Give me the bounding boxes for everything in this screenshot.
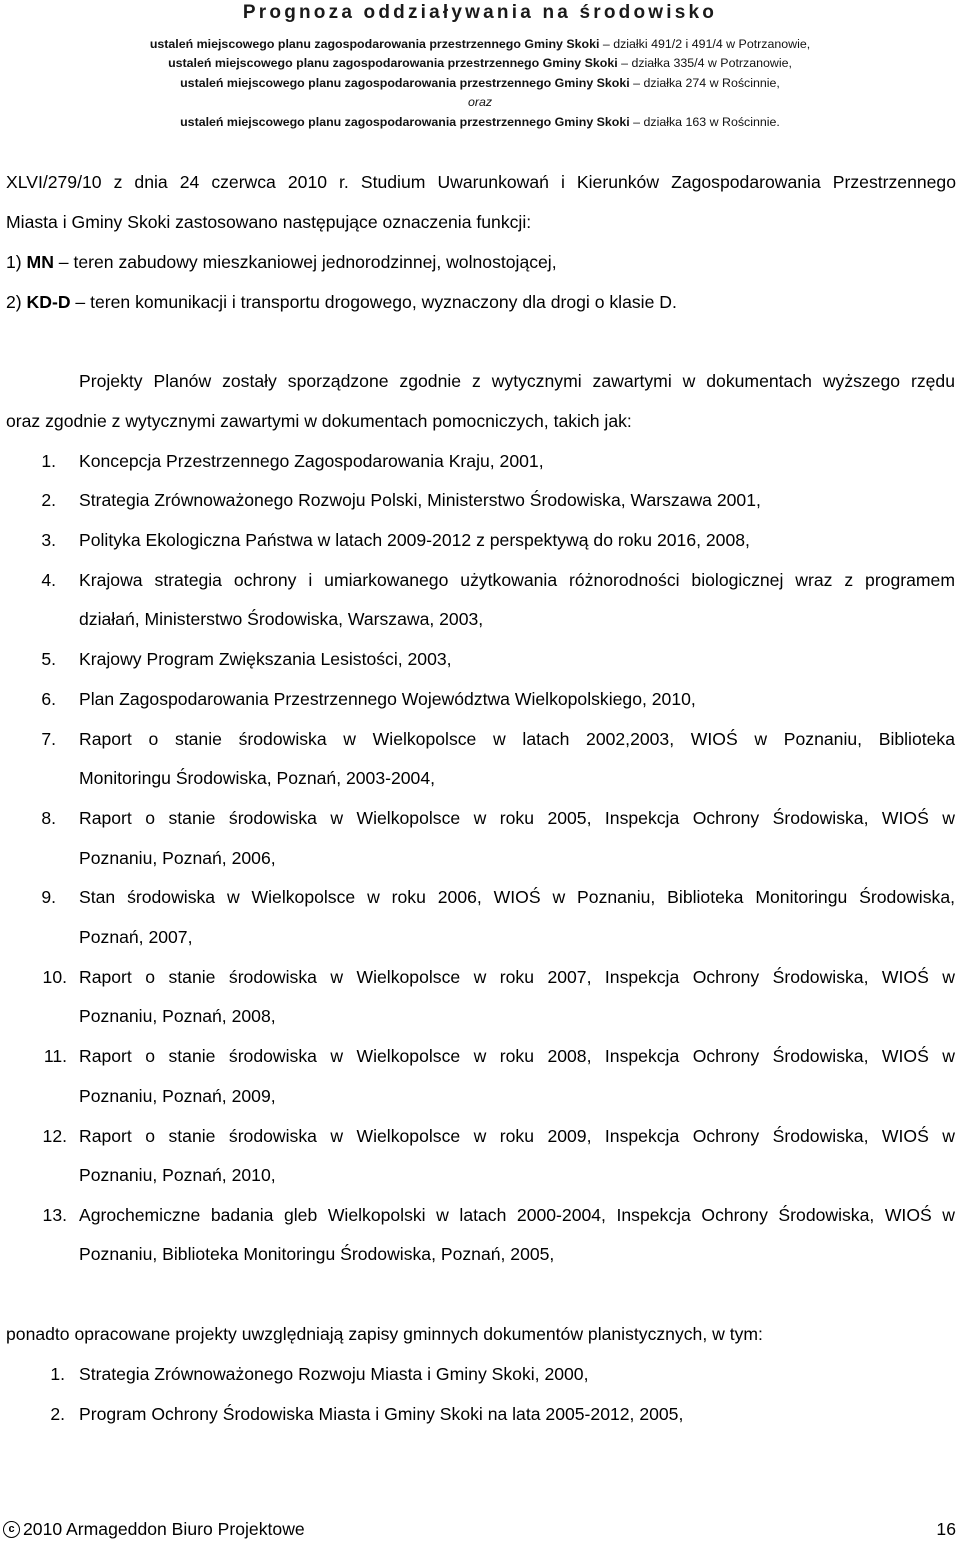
header-title: Prognoza oddziaływania na środowisko bbox=[242, 2, 718, 23]
header-line-2: ustaleń miejscowego planu zagospodarowania przestrzennego Gminy Skoki – działka 335/4 w Potrzanowie, bbox=[168, 56, 792, 70]
list-item-text-cont: Poznań, 2007, bbox=[79, 927, 193, 947]
list-item-text: Agrochemiczne badania gleb Wielkopolski w latach 2000-2004, Inspekcja Ochrony Środowiska, WIOŚ w bbox=[79, 1205, 955, 1225]
list-item-text-cont: Poznaniu, Poznań, 2009, bbox=[79, 1086, 276, 1106]
list-item-number: 7. bbox=[41, 729, 56, 749]
list-item-text: Krajowy Program Zwiększania Lesistości, 2003, bbox=[79, 649, 452, 669]
paragraph-line-2: oraz zgodnie z wytycznymi zawartymi w dokumentach pomocniczych, takich jak: bbox=[6, 411, 632, 431]
list-item-number: 3. bbox=[41, 530, 56, 550]
list-item-number: 13. bbox=[42, 1205, 67, 1225]
list-item-number: 1. bbox=[50, 1364, 65, 1384]
page-footer bbox=[0, 1519, 960, 1545]
list-item-text: Polityka Ekologiczna Państwa w latach 2009-2012 z perspektywą do roku 2016, 2008, bbox=[79, 530, 750, 550]
list-item-number: 10. bbox=[42, 967, 67, 987]
list-item-number: 9. bbox=[41, 887, 56, 907]
paragraph-line-1: Projekty Planów zostały sporządzone zgodnie z wytycznymi zawartymi w dokumentach wyższego rzędu bbox=[79, 371, 955, 391]
page-number: 16 bbox=[936, 1519, 956, 1539]
list-item-text: Stan środowiska w Wielkopolsce w roku 2006, WIOŚ w Poznaniu, Biblioteka Monitoringu Środowiska, bbox=[79, 887, 955, 907]
list-item-number: 12. bbox=[42, 1126, 67, 1146]
list-item-text-cont: Poznaniu, Poznań, 2010, bbox=[79, 1165, 276, 1185]
list-item-text: Krajowa strategia ochrony i umiarkowanego użytkowania różnorodności biologicznej wraz z programem bbox=[79, 570, 955, 590]
header-line-3: ustaleń miejscowego planu zagospodarowania przestrzennego Gminy Skoki – działka 274 w Rościnnie, bbox=[180, 76, 780, 90]
header-line-4: ustaleń miejscowego planu zagospodarowania przestrzennego Gminy Skoki – działka 163 w Rościnnie. bbox=[180, 115, 780, 129]
list-item-text: Raport o stanie środowiska w Wielkopolsce w roku 2009, Inspekcja Ochrony Środowiska, WIOŚ w bbox=[79, 1126, 955, 1146]
list-item-number: 2. bbox=[50, 1404, 65, 1424]
header-line-1: ustaleń miejscowego planu zagospodarowania przestrzennego Gminy Skoki – działki 491/2 i 491/4 w Potrzanowie, bbox=[149, 37, 811, 51]
list-item-text: Raport o stanie środowiska w Wielkopolsce w roku 2008, Inspekcja Ochrony Środowiska, WIOŚ w bbox=[79, 1046, 955, 1066]
list-item-text: Koncepcja Przestrzennego Zagospodarowania Kraju, 2001, bbox=[79, 451, 544, 471]
list-item-number: 4. bbox=[41, 570, 56, 590]
list-item-text: Program Ochrony Środowiska Miasta i Gminy Skoki na lata 2005-2012, 2005, bbox=[79, 1404, 684, 1424]
list-item-text: Raport o stanie środowiska w Wielkopolsce w latach 2002,2003, WIOŚ w Poznaniu, Biblioteka bbox=[79, 729, 955, 749]
function-code-kdd: KD-D bbox=[26, 292, 71, 312]
header-oraz: oraz bbox=[467, 95, 493, 109]
list-item-number: 1. bbox=[41, 451, 56, 471]
list-item-text-cont: działań, Ministerstwo Środowiska, Warszawa, 2003, bbox=[79, 609, 484, 629]
list-item-number: 8. bbox=[41, 808, 56, 828]
list-item-text: Plan Zagospodarowania Przestrzennego Województwa Wielkopolskiego, 2010, bbox=[79, 689, 696, 709]
list-item-number: 5. bbox=[41, 649, 56, 669]
function-kdd: 2) KD-D – teren komunikacji i transportu drogowego, wyznaczony dla drogi o klasie D. bbox=[6, 292, 677, 312]
intro-line-2: Miasta i Gminy Skoki zastosowano następujące oznaczenia funkcji: bbox=[6, 212, 532, 232]
list-item-text-cont: Monitoringu Środowiska, Poznań, 2003-2004, bbox=[79, 768, 436, 788]
intro-line-1: XLVI/279/10 z dnia 24 czerwca 2010 r. Studium Uwarunkowań i Kierunków Zagospodarowania Przestrzennego bbox=[6, 172, 956, 192]
list-item-number: 11. bbox=[43, 1046, 67, 1066]
local-intro: ponadto opracowane projekty uwzględniają zapisy gminnych dokumentów planistycznych, w tym: bbox=[6, 1324, 763, 1344]
list-item-number: 2. bbox=[41, 490, 56, 510]
list-item-text: Strategia Zrównoważonego Rozwoju Miasta i Gminy Skoki, 2000, bbox=[79, 1364, 589, 1384]
footer-text: 2010 Armageddon Biuro Projektowe bbox=[23, 1519, 305, 1539]
function-mn: 1) MN – teren zabudowy mieszkaniowej jednorodzinnej, wolnostojącej, bbox=[6, 252, 557, 272]
list-item-text-cont: Poznaniu, Biblioteka Monitoringu Środowiska, Poznań, 2005, bbox=[79, 1244, 555, 1264]
list-item-text: Strategia Zrównoważonego Rozwoju Polski, Ministerstwo Środowiska, Warszawa 2001, bbox=[79, 490, 761, 510]
list-item-text: Raport o stanie środowiska w Wielkopolsce w roku 2007, Inspekcja Ochrony Środowiska, WIOŚ w bbox=[79, 967, 955, 987]
list-item-number: 6. bbox=[41, 689, 56, 709]
list-item-text-cont: Poznaniu, Poznań, 2008, bbox=[79, 1006, 276, 1026]
list-item-text-cont: Poznaniu, Poznań, 2006, bbox=[79, 848, 276, 868]
list-item-text: Raport o stanie środowiska w Wielkopolsce w roku 2005, Inspekcja Ochrony Środowiska, WIOŚ w bbox=[79, 808, 955, 828]
function-code-mn: MN bbox=[26, 252, 54, 272]
copyright-icon: c bbox=[3, 1521, 20, 1538]
